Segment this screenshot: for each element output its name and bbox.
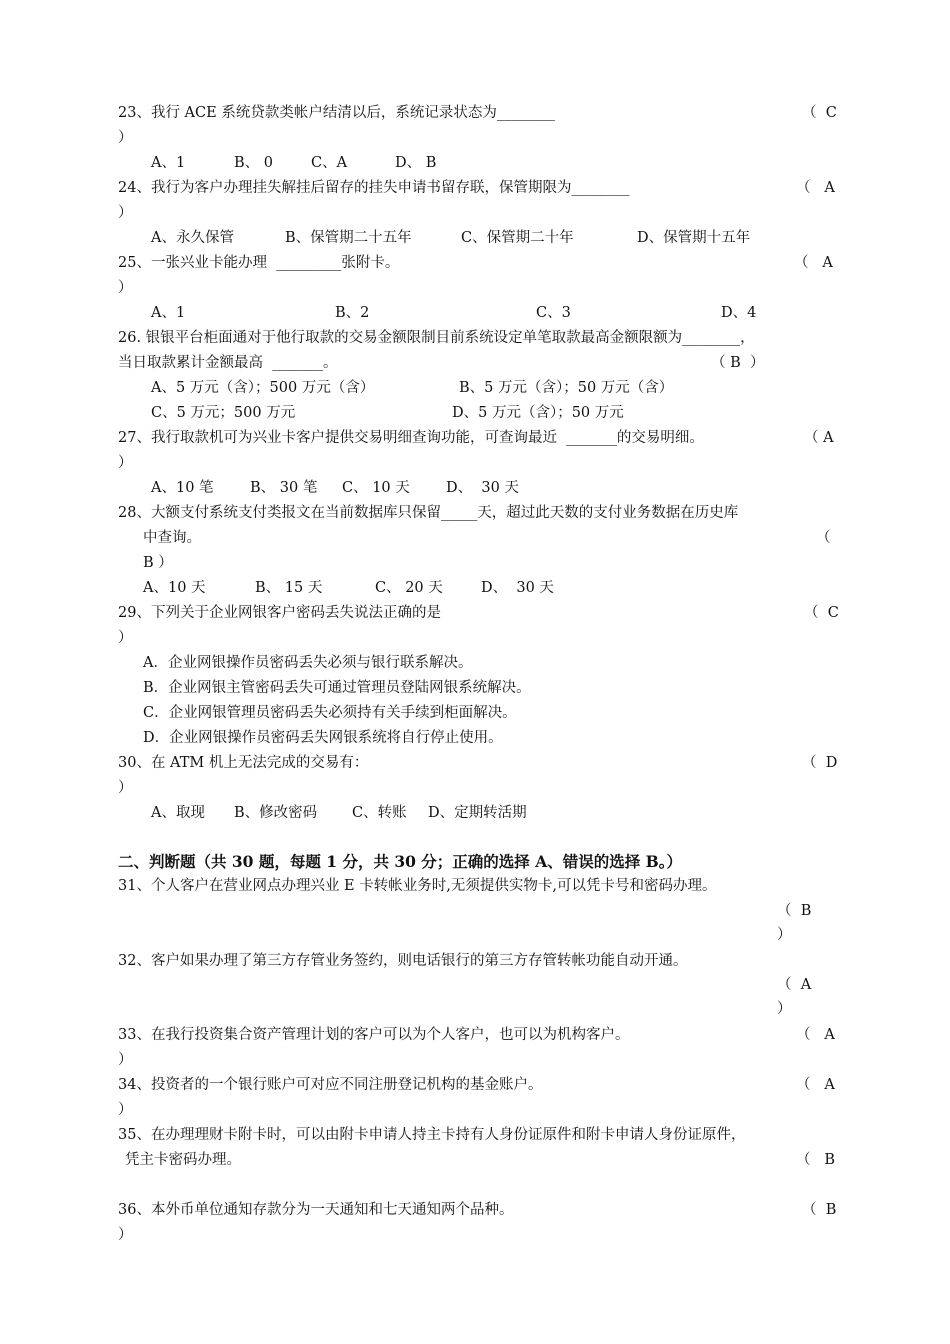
q24-option-a: A、永久保管 xyxy=(151,230,234,246)
q36-answer: （ B xyxy=(802,1202,837,1218)
q29-close: ） xyxy=(118,630,133,646)
q30-option-a: A、取现 xyxy=(151,805,205,821)
q34-answer: （ A xyxy=(796,1077,835,1093)
q29-option-a: A．企业网银操作员密码丢失必须与银行联系解决。 xyxy=(143,655,473,671)
q33-close: ） xyxy=(118,1052,133,1068)
q25-option-a: A、1 xyxy=(151,305,186,321)
q24-close: ） xyxy=(118,205,133,221)
q25-answer: （ A xyxy=(794,255,833,271)
q32-answer: （ A xyxy=(777,977,812,993)
q28-close: B ） xyxy=(143,555,173,571)
q23-close: ） xyxy=(118,130,133,146)
q26-stem-line2: 当日取款累计金额最高 _______。 xyxy=(118,355,338,371)
q25-stem: 25、一张兴业卡能办理 _________张附卡。 xyxy=(118,255,400,271)
q35-stem: 35、在办理理财卡附卡时，可以由附卡申请人持主卡持有人身份证原件和附卡申请人身份证原件， xyxy=(118,1127,746,1143)
q29-answer: （ C xyxy=(804,605,839,621)
q32-close: ） xyxy=(777,1001,792,1017)
q27-stem: 27、我行取款机可为兴业卡客户提供交易明细查询功能，可查询最近 _______的交易明细。 xyxy=(118,430,704,446)
q25-option-b: B、2 xyxy=(335,305,370,321)
q24-option-d: D、保管期十五年 xyxy=(637,230,751,246)
q35-stem-line2: 凭主卡密码办理。 xyxy=(125,1152,241,1168)
q25-close: ） xyxy=(118,280,133,296)
q36-close: ） xyxy=(118,1227,133,1243)
q26-option-a: A、5 万元（含）；500 万元（含） xyxy=(151,380,375,396)
q26-option-b: B、5 万元（含）；50 万元（含） xyxy=(459,380,674,396)
q28-stem-line2: 中查询。 xyxy=(143,530,201,546)
q34-stem: 34、投资者的一个银行账户可对应不同注册登记机构的基金账户。 xyxy=(118,1077,543,1093)
q23-option-c: C、A xyxy=(311,155,348,171)
q28-stem: 28、大额支付系统支付类报文在当前数据库只保留_____天，超过此天数的支付业务数据在历史库 xyxy=(118,505,739,521)
q26-option-d: D、5 万元（含）；50 万元 xyxy=(452,405,624,421)
q27-option-a: A、10 笔 xyxy=(151,480,214,496)
q26-option-c: C、5 万元；500 万元 xyxy=(151,405,296,421)
q23-stem: 23、我行 ACE 系统贷款类帐户结清以后，系统记录状态为________ xyxy=(118,105,555,121)
q30-option-c: C、转账 xyxy=(352,805,407,821)
q24-stem: 24、我行为客户办理挂失解挂后留存的挂失申请书留存联，保管期限为________ xyxy=(118,180,630,196)
q33-stem: 33、在我行投资集合资产管理计划的客户可以为个人客户，也可以为机构客户。 xyxy=(118,1027,630,1043)
q36-stem: 36、本外币单位通知存款分为一天通知和七天通知两个品种。 xyxy=(118,1202,514,1218)
q27-option-d: D、 30 天 xyxy=(446,480,519,496)
q35-answer: （ B xyxy=(796,1152,835,1168)
q25-option-d: D、4 xyxy=(721,305,757,321)
q29-stem: 29、下列关于企业网银客户密码丢失说法正确的是 xyxy=(118,605,441,621)
q23-answer: （ C xyxy=(802,105,837,121)
q27-option-b: B、 30 笔 xyxy=(250,480,318,496)
q30-answer: （ D xyxy=(802,755,838,771)
q28-option-b: B、 15 天 xyxy=(255,580,323,596)
q32-stem: 32、客户如果办理了第三方存管业务签约，则电话银行的第三方存管转帐功能自动开通。 xyxy=(118,953,688,969)
section-heading: 二、判断题（共 30 题，每题 1 分，共 30 分；正确的选择 A、错误的选择 B。） xyxy=(118,852,682,871)
q30-stem: 30、在 ATM 机上无法完成的交易有： xyxy=(118,755,369,771)
q23-option-d: D、 B xyxy=(395,155,437,171)
q31-stem: 31、个人客户在营业网点办理兴业 E 卡转帐业务时,无须提供实物卡,可以凭卡号和密码办理。 xyxy=(118,878,717,894)
q27-option-c: C、 10 天 xyxy=(342,480,410,496)
q24-option-c: C、保管期二十年 xyxy=(461,230,574,246)
q24-answer: （ A xyxy=(796,180,835,196)
q26-answer: （ B ） xyxy=(711,355,765,371)
q33-answer: （ A xyxy=(796,1027,835,1043)
q25-option-c: C、3 xyxy=(536,305,571,321)
q28-option-d: D、 30 天 xyxy=(481,580,554,596)
q29-option-d: D．企业网银操作员密码丢失网银系统将自行停止使用。 xyxy=(143,730,503,746)
q26-stem: 26. 银银平台柜面通对于他行取款的交易金额限制目前系统设定单笔取款最高金额限额为________， xyxy=(118,330,755,346)
q30-option-b: B、修改密码 xyxy=(234,805,318,821)
q29-option-c: C．企业网银管理员密码丢失必须持有关手续到柜面解决。 xyxy=(143,705,517,721)
q28-option-a: A、10 天 xyxy=(143,580,206,596)
q27-answer: （ A xyxy=(804,430,834,446)
q28-option-c: C、 20 天 xyxy=(375,580,443,596)
q23-option-b: B、 0 xyxy=(234,155,273,171)
q29-option-b: B．企业网银主管密码丢失可通过管理员登陆网银系统解决。 xyxy=(143,680,531,696)
q23-option-a: A、1 xyxy=(151,155,186,171)
q28-answer: （ xyxy=(816,530,831,546)
q27-close: ） xyxy=(118,455,133,471)
q31-answer: （ B xyxy=(777,903,812,919)
q24-option-b: B、保管期二十五年 xyxy=(285,230,412,246)
q31-close: ） xyxy=(777,927,792,943)
q34-close: ） xyxy=(118,1102,133,1118)
q30-close: ） xyxy=(118,780,133,796)
q30-option-d: D、定期转活期 xyxy=(428,805,527,821)
